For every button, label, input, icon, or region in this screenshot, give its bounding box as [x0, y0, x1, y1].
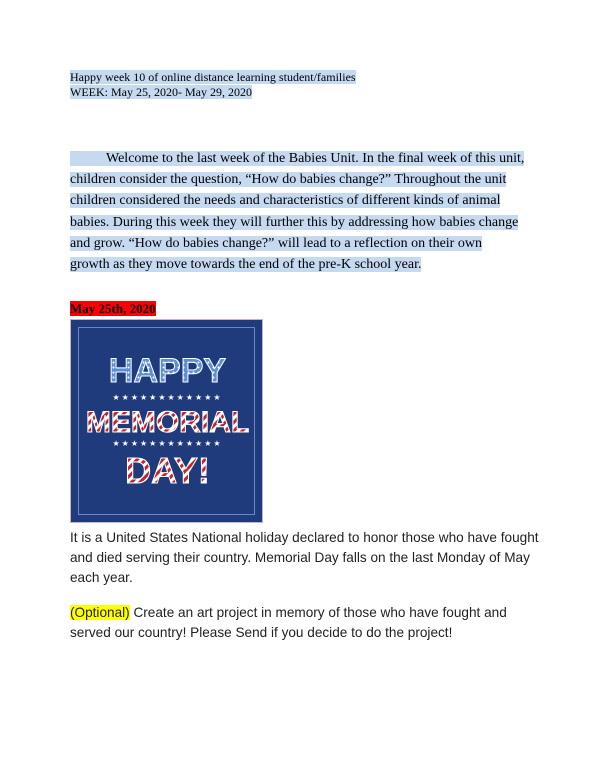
intro-text-content: Welcome to the last week of the Babies Unit. In the final week of this unit, children consider the question, “How do babies change?” Throughout the unit children considered the needs and characteristics of different kinds of animal babies. During this week they will further this by addressing how babies change and grow. “How do babies change?” will lead to a reflection on their own growth as they move towards the end of the pre-K school year.: [70, 151, 525, 273]
intro-text: [70, 151, 524, 272]
document-header: [70, 70, 356, 100]
image-text-memorial: MEMORIAL: [85, 406, 250, 439]
intro-paragraph: [70, 148, 525, 275]
memorial-day-image: [70, 319, 263, 523]
header-greeting: Happy week 10 of online distance learning student/families: [70, 70, 356, 84]
svg-text:★★★★★★★★★★★★: ★★★★★★★★★★★★: [112, 393, 223, 402]
section-date-heading: [70, 301, 156, 317]
header-week-range: WEEK: May 25, 2020- May 29, 2020: [70, 85, 252, 99]
art-project-paragraph: [70, 603, 540, 643]
image-text-happy: HAPPY: [108, 352, 227, 390]
memorial-day-graphic: [71, 320, 264, 524]
star-row-top: [112, 393, 222, 402]
image-text-day: DAY!: [125, 450, 210, 491]
date-label: May 25th, 2020: [70, 301, 156, 316]
star-row-bottom: [112, 439, 222, 448]
svg-text:★★★★★★★★★★★★: ★★★★★★★★★★★★: [112, 439, 223, 448]
optional-tag: (Optional): [70, 605, 130, 620]
holiday-description: It is a United States National holiday declared to honor those who have fought and died serving their country. Memorial Day falls on the last Monday of May each year.: [70, 530, 539, 585]
art-project-text: Create an art project in memory of those who have fought and served our country! Please Send if you decide to do the project!: [70, 605, 507, 640]
